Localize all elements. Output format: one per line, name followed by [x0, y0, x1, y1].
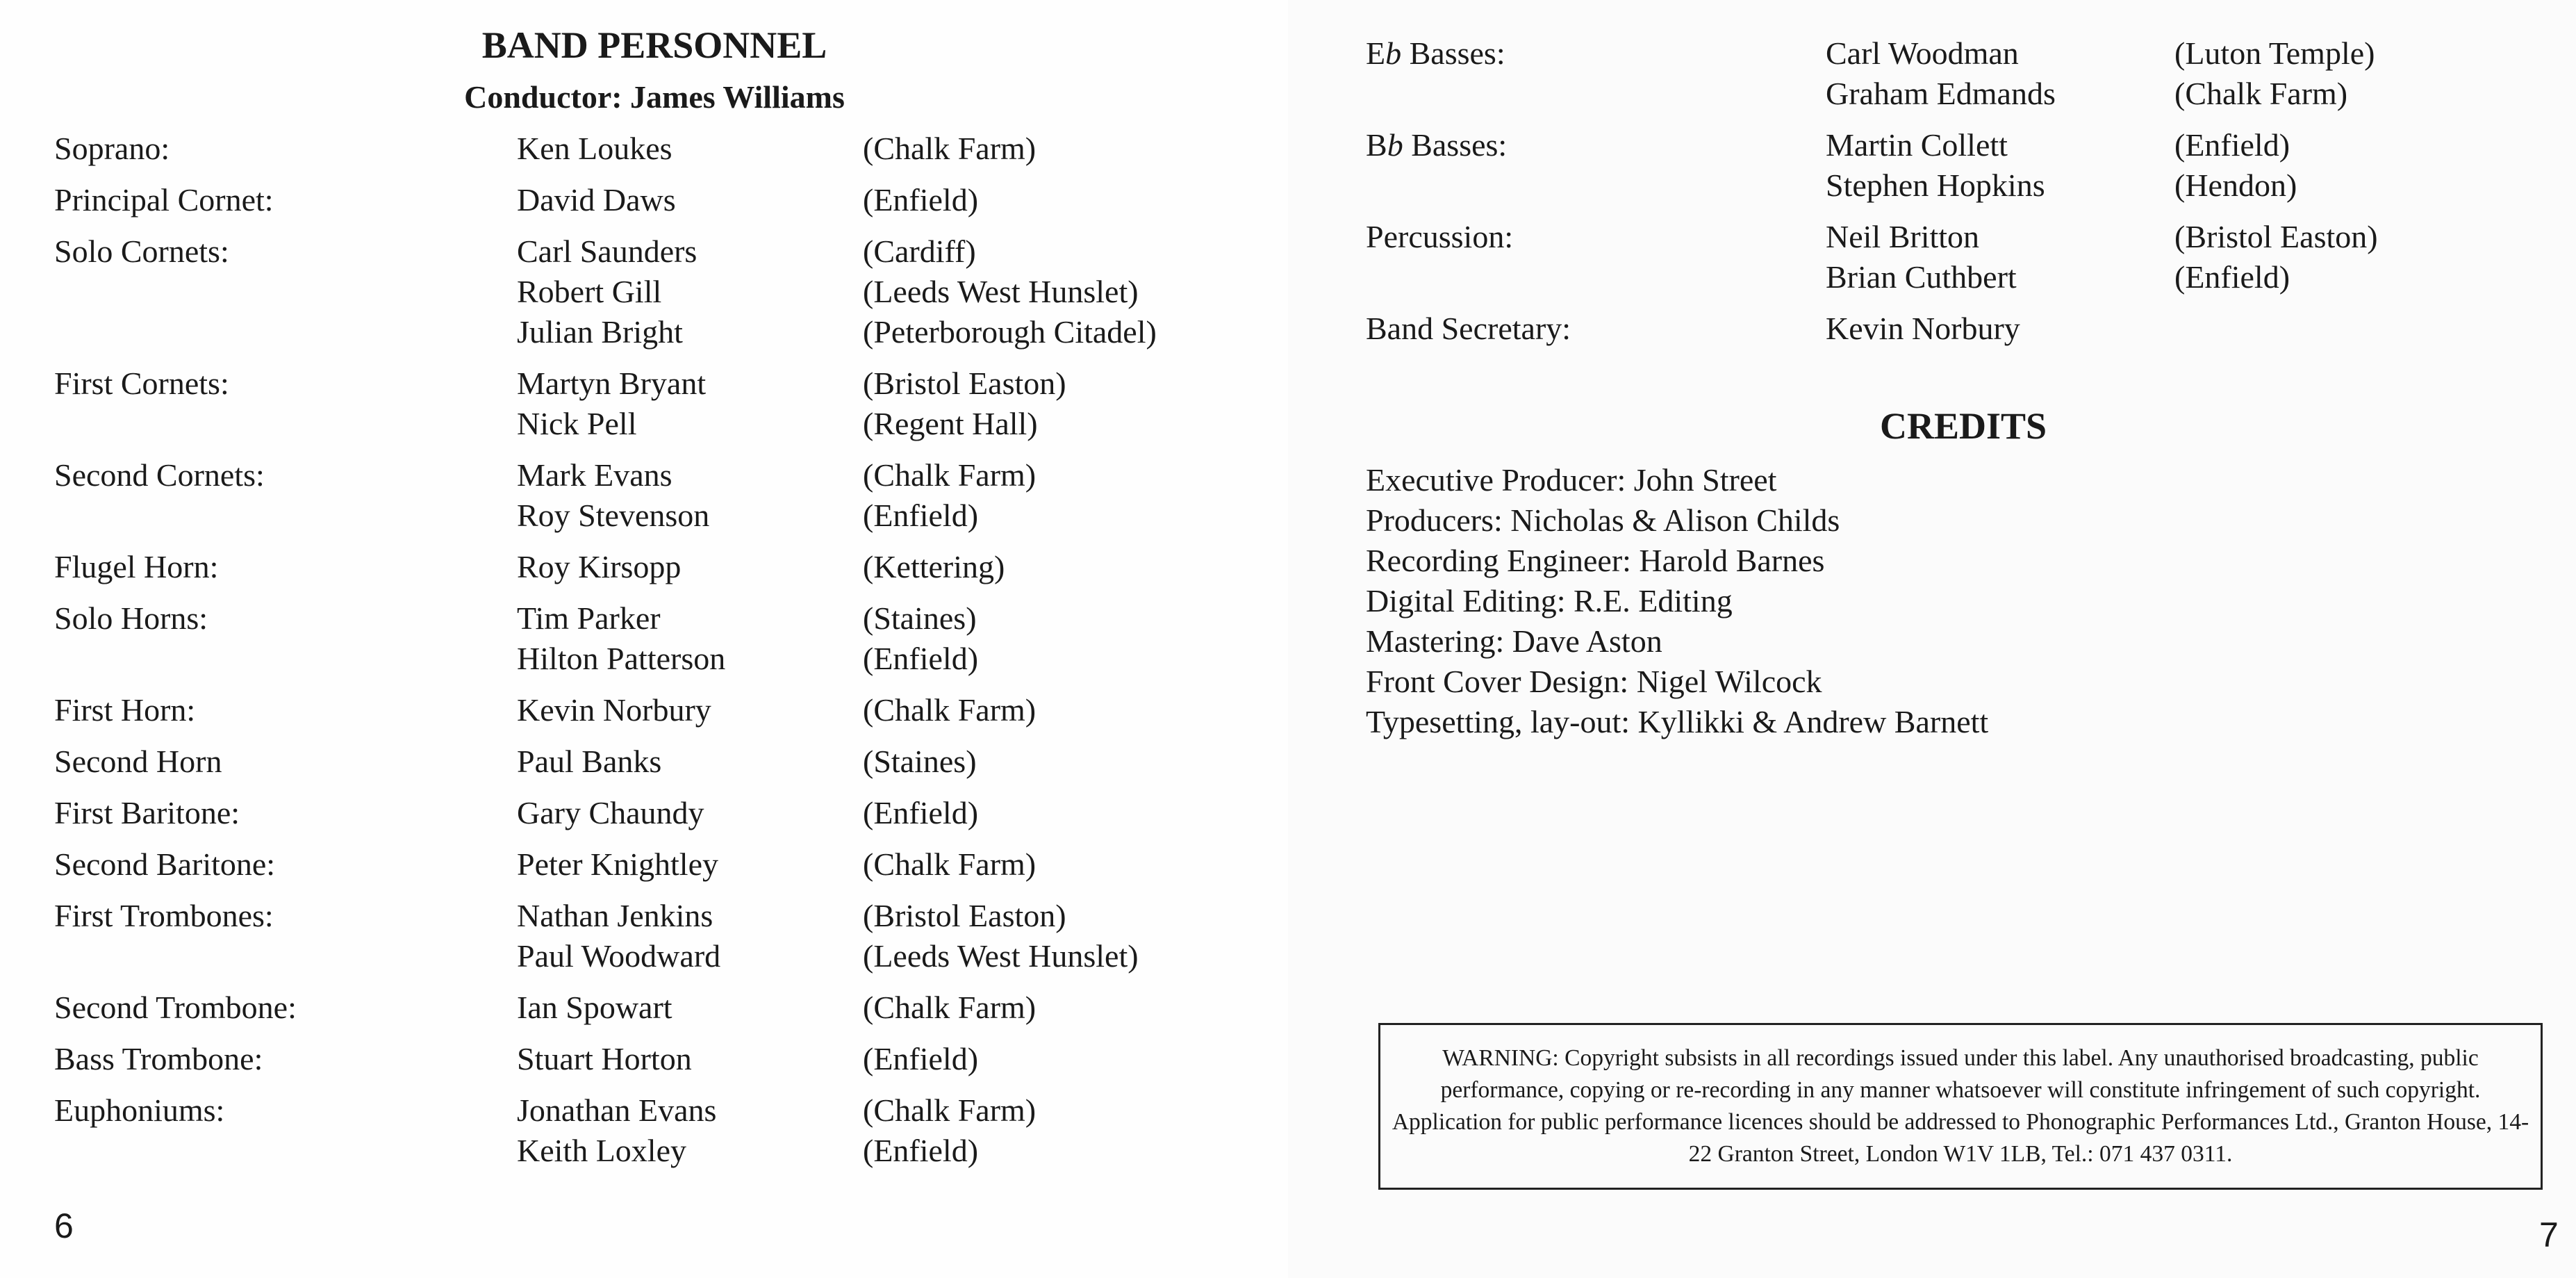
member-name: Kevin Norbury: [1826, 311, 2020, 346]
member-band: (Bristol Easton): [863, 366, 1066, 401]
member-band: (Chalk Farm): [863, 846, 1037, 882]
member-name: Jonathan Evans: [517, 1092, 717, 1128]
member-band: (Enfield): [863, 1133, 979, 1168]
copyright-warning-box: [1378, 1023, 2543, 1190]
role-text: Band Secretary:: [1366, 311, 1571, 346]
member-band: (Kettering): [863, 549, 1005, 584]
member-band: (Luton Temple): [2174, 35, 2375, 71]
section-role: Euphoniums:: [54, 1092, 225, 1128]
member-band: (Enfield): [863, 182, 979, 218]
section-role: Solo Cornets:: [54, 234, 229, 269]
member-band: (Enfield): [863, 1041, 979, 1076]
credit-line: Front Cover Design: Nigel Wilcock: [1366, 664, 1822, 699]
credit-line: Digital Editing: R.E. Editing: [1366, 583, 1733, 618]
member-band: (Leeds West Hunslet): [863, 274, 1139, 309]
credit-line: Executive Producer: John Street: [1366, 462, 1777, 498]
member-name: Paul Banks: [517, 744, 662, 779]
section-role: Second Cornets:: [54, 457, 265, 493]
section-role: [1366, 125, 1507, 165]
credit-line: Mastering: Dave Aston: [1366, 623, 1662, 659]
member-band: (Bristol Easton): [863, 898, 1066, 933]
member-name: Graham Edmands: [1826, 76, 2056, 111]
member-band: (Chalk Farm): [863, 1092, 1037, 1128]
credits-heading: CREDITS: [1879, 405, 2047, 447]
member-name: Nathan Jenkins: [517, 898, 713, 933]
section-role: Principal Cornet:: [54, 182, 274, 218]
role-text: Percussion:: [1366, 219, 1514, 254]
member-band: (Enfield): [863, 498, 979, 533]
member-name: Tim Parker: [517, 600, 661, 636]
member-name: Hilton Patterson: [517, 641, 726, 676]
section-role: Bass Trombone:: [54, 1041, 263, 1076]
role-text: Basses:: [1403, 127, 1508, 163]
member-name: Paul Woodward: [517, 938, 721, 974]
member-name: Ken Loukes: [517, 131, 672, 166]
member-name: Carl Woodman: [1826, 35, 2019, 71]
member-name: Brian Cuthbert: [1826, 259, 2017, 295]
role-text: Basses:: [1401, 35, 1505, 71]
credits-list: [1366, 460, 1988, 742]
page-number-right: 7: [2539, 1215, 2559, 1254]
section-role: First Trombones:: [54, 898, 274, 933]
section-role: First Horn:: [54, 692, 196, 728]
flat-symbol: b: [1387, 127, 1403, 163]
member-band: (Hendon): [2174, 167, 2297, 203]
section-role: Second Horn: [54, 744, 222, 779]
member-name: Neil Britton: [1826, 219, 1980, 254]
member-band: (Staines): [863, 744, 977, 779]
credit-line: Recording Engineer: Harold Barnes: [1366, 543, 1825, 578]
member-name: Keith Loxley: [517, 1133, 686, 1168]
section-role: First Baritone:: [54, 795, 240, 830]
member-name: David Daws: [517, 182, 676, 218]
section-role: First Cornets:: [54, 366, 229, 401]
member-name: Roy Stevenson: [517, 498, 710, 533]
member-band: (Bristol Easton): [2174, 219, 2378, 254]
member-name: Gary Chaundy: [517, 795, 704, 830]
flat-symbol: b: [1385, 35, 1402, 71]
member-band: (Staines): [863, 600, 977, 636]
copyright-warning-text: WARNING: Copyright subsists in all recordings issued under this label. Any unauthorised broadcasting, public performance, copying or re-recording in any manner whatsoever will constitute infringement of such copyright. Application for public performance licences should be addressed to Phonographic Performances Ltd., Granton House, 14-22 Granton Street, London W1V 1LB, Tel.: 071 437 0311.: [1392, 1045, 2529, 1167]
member-name: Stuart Horton: [517, 1041, 692, 1076]
member-name: Stephen Hopkins: [1826, 167, 2045, 203]
member-band: (Chalk Farm): [863, 131, 1037, 166]
member-band: (Enfield): [863, 795, 979, 830]
role-text: E: [1366, 35, 1386, 71]
member-band: (Chalk Farm): [2174, 76, 2348, 111]
section-role: Second Baritone:: [54, 846, 276, 882]
section-role: Flugel Horn:: [54, 549, 219, 584]
section-role: Soprano:: [54, 131, 170, 166]
member-name: Martyn Bryant: [517, 366, 707, 401]
member-name: Mark Evans: [517, 457, 672, 493]
member-name: Peter Knightley: [517, 846, 718, 882]
credit-line: Typesetting, lay-out: Kyllikki & Andrew Barnett: [1366, 704, 1989, 739]
member-band: (Cardiff): [863, 234, 976, 269]
section-role: [1366, 217, 1513, 257]
member-name: Carl Saunders: [517, 234, 697, 269]
member-band: (Leeds West Hunslet): [863, 938, 1139, 974]
member-name: Kevin Norbury: [517, 692, 711, 728]
section-role: [1366, 309, 1571, 349]
section-role: Second Trombone:: [54, 990, 297, 1025]
member-name: Nick Pell: [517, 406, 637, 441]
band-personnel-heading: BAND PERSONNEL: [481, 24, 827, 66]
role-text: B: [1366, 127, 1387, 163]
member-band: (Chalk Farm): [863, 692, 1037, 728]
member-name: Robert Gill: [517, 274, 662, 309]
member-name: Martin Collett: [1826, 127, 2008, 163]
member-name: Ian Spowart: [517, 990, 672, 1025]
member-band: (Chalk Farm): [863, 990, 1037, 1025]
section-role: [1366, 33, 1505, 74]
member-band: (Regent Hall): [863, 406, 1038, 441]
conductor-line: Conductor: James Williams: [464, 79, 845, 115]
member-band: (Peterborough Citadel): [863, 314, 1157, 350]
credit-line: Producers: Nicholas & Alison Childs: [1366, 502, 1840, 538]
member-name: Julian Bright: [517, 314, 683, 350]
section-role: Solo Horns:: [54, 600, 208, 636]
member-band: (Enfield): [2174, 259, 2290, 295]
member-band: (Enfield): [863, 641, 979, 676]
page-number-left: 6: [54, 1206, 74, 1245]
member-name: Roy Kirsopp: [517, 549, 682, 584]
member-band: (Chalk Farm): [863, 457, 1037, 493]
member-band: (Enfield): [2174, 127, 2290, 163]
